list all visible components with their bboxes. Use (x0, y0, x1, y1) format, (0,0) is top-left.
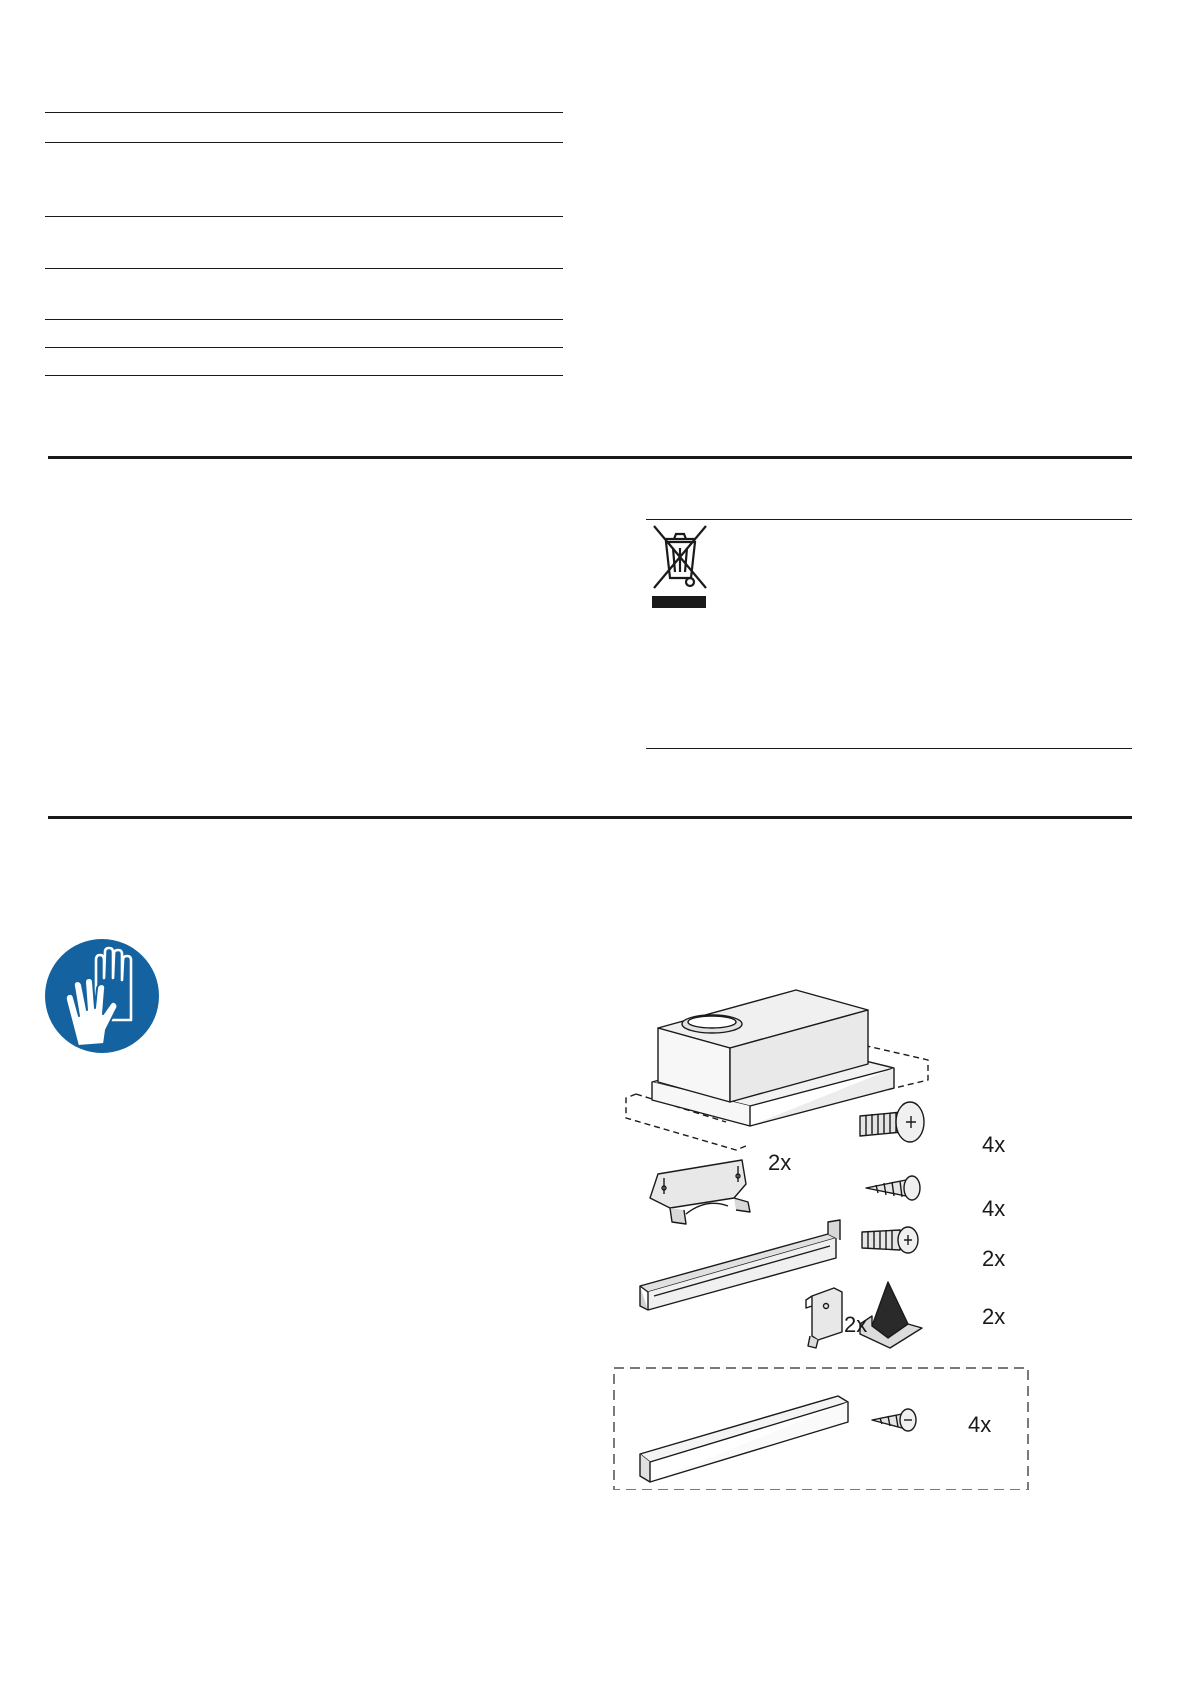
table-rule (45, 112, 563, 113)
cover-strip-icon (640, 1396, 848, 1482)
section-divider (48, 456, 1132, 459)
quantity-label: 4x (982, 1196, 1006, 1221)
quantity-label: 2x (982, 1304, 1006, 1329)
disposal-box-bottom-rule (646, 748, 1132, 749)
table-rule (45, 268, 563, 269)
table-rule (45, 142, 563, 143)
wood-screw-icon (866, 1176, 920, 1200)
spacer-block-icon (860, 1282, 922, 1348)
quantity-label: 2x (982, 1246, 1006, 1271)
quantity-label: 4x (982, 1132, 1006, 1157)
mounting-bracket-icon (650, 1160, 750, 1224)
retaining-clip-icon (806, 1288, 842, 1348)
section-divider (48, 816, 1132, 819)
quantity-label: 2x (844, 1312, 868, 1337)
parts-illustration (610, 970, 1050, 1490)
table-rule (45, 375, 563, 376)
quantity-label: 4x (968, 1412, 992, 1437)
wear-protective-gloves-icon (44, 938, 160, 1054)
machine-screw-icon (860, 1102, 924, 1142)
table-rule (45, 216, 563, 217)
crossed-out-wheelie-bin-icon (648, 522, 712, 612)
table-rule (45, 347, 563, 348)
short-screw-icon (862, 1227, 918, 1253)
disposal-box-top-rule (646, 519, 1132, 520)
optional-screw-icon (872, 1409, 916, 1431)
quantity-label: 2x (768, 1150, 792, 1175)
table-rule (45, 319, 563, 320)
